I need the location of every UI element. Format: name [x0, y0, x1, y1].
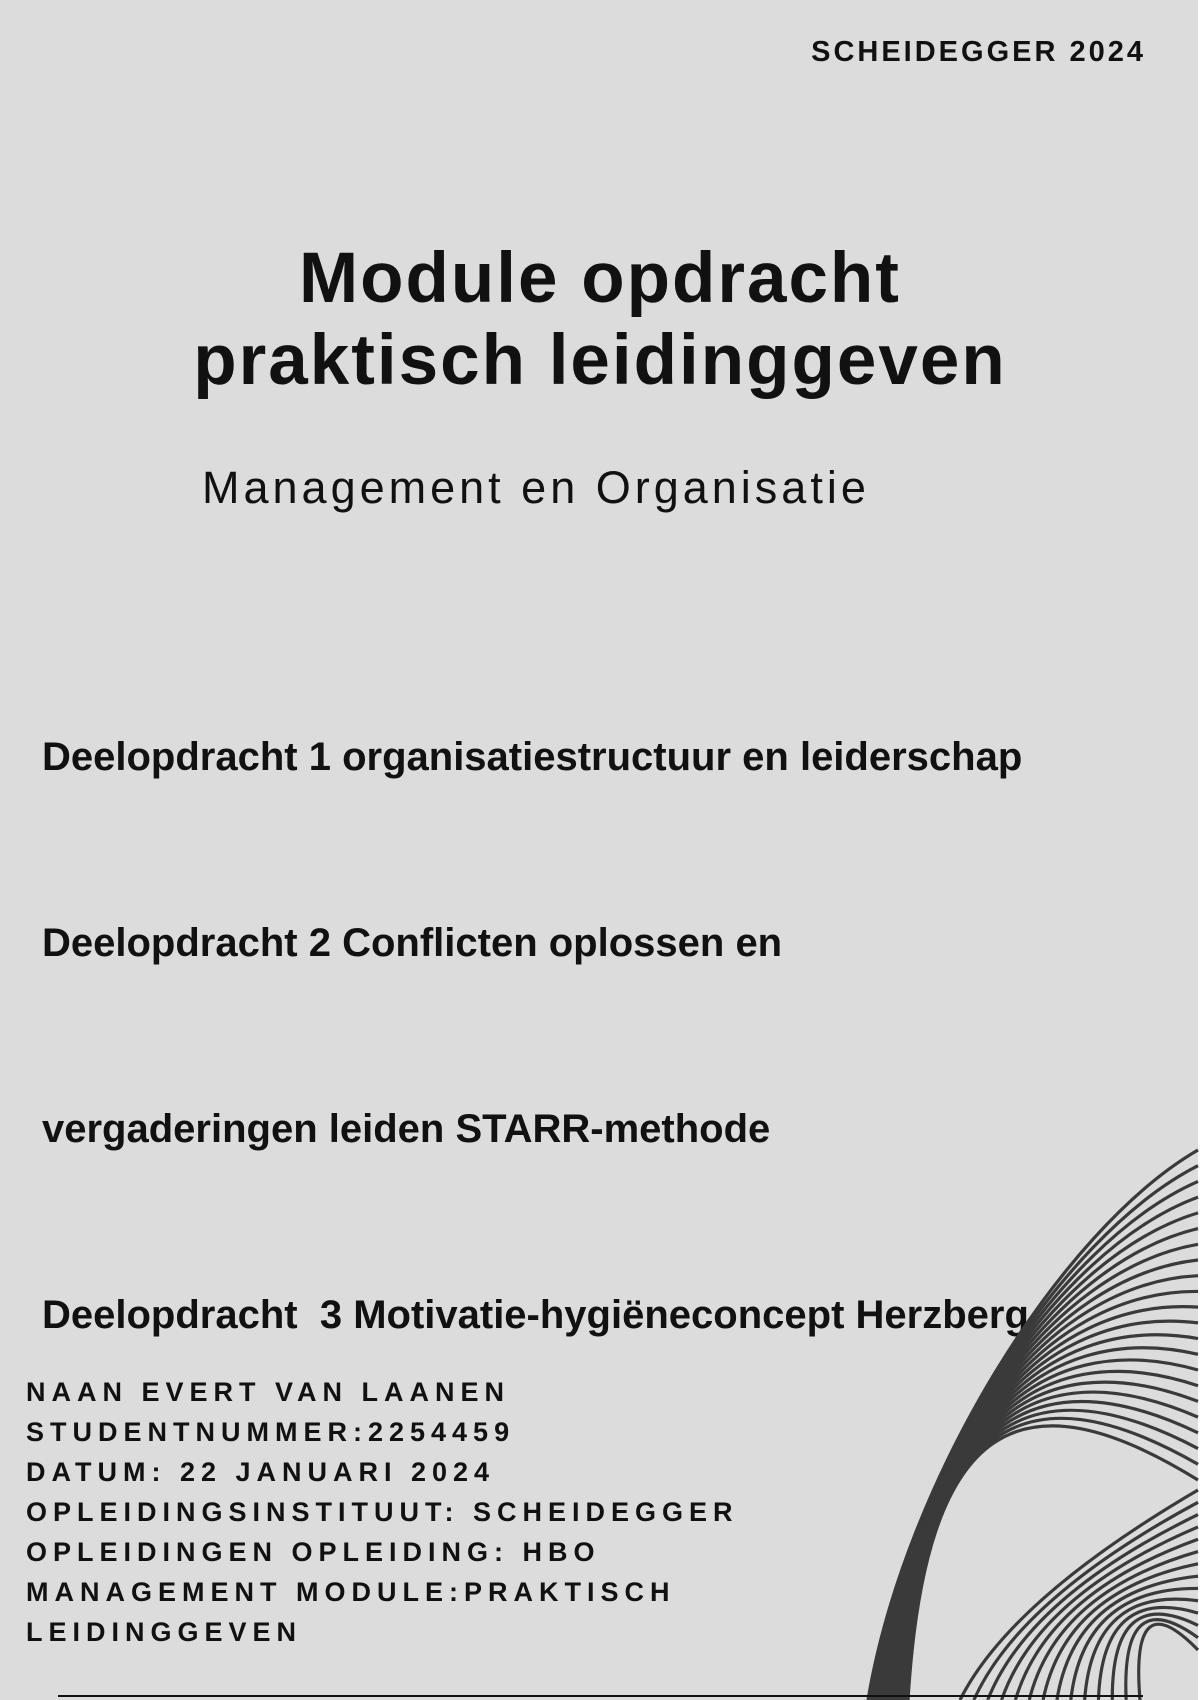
wave-line [1002, 1527, 1198, 1700]
wave-line [1071, 1588, 1198, 1700]
wave-line [1029, 1552, 1198, 1700]
wave-line [1085, 1599, 1198, 1700]
document-title [0, 238, 1200, 402]
assignment-line: Deelopdracht 1 organisatiestructuur en leiderschap [42, 735, 1023, 779]
wave-line [1098, 1607, 1198, 1700]
student-info-line: NAAN EVERT VAN LAANEN [26, 1377, 511, 1407]
wave-line [960, 1490, 1198, 1700]
title-line-2: praktisch leidinggeven [193, 321, 1007, 400]
wave-line [1057, 1576, 1198, 1700]
student-info-line: MANAGEMENT MODULE:PRAKTISCH [26, 1577, 676, 1607]
wave-line [1015, 1539, 1198, 1700]
bottom-divider [58, 1695, 1143, 1697]
student-info-line: DATUM: 22 JANUARI 2024 [26, 1457, 496, 1487]
wave-line [974, 1502, 1198, 1700]
wave-line [1043, 1564, 1198, 1700]
wave-line [1126, 1620, 1198, 1700]
wave-line [1112, 1614, 1198, 1700]
document-subtitle: Management en Organisatie [202, 462, 870, 513]
assignment-line: Deelopdracht 2 Conflicten oplossen en [42, 921, 783, 965]
assignment-list [42, 602, 1172, 1470]
student-info-line: OPLEIDINGSINSTITUUT: SCHEIDEGGER [26, 1497, 739, 1527]
student-info-line: OPLEIDINGEN OPLEIDING: HBO [26, 1537, 601, 1567]
student-info-block [26, 1372, 739, 1652]
wave-line [988, 1515, 1198, 1700]
student-info-line: LEIDINGGEVEN [26, 1617, 303, 1647]
assignment-line: vergaderingen leiden STARR-methode [42, 1107, 771, 1151]
student-info-line: STUDENTNUMMER:2254459 [26, 1417, 516, 1447]
wave-line [1139, 1624, 1198, 1700]
assignment-line: Deelopdracht 3 Motivatie-hygiëneconcept Herzberg [42, 1293, 1029, 1337]
brand-label: SCHEIDEGGER 2024 [811, 36, 1146, 68]
title-line-1: Module opdracht [299, 239, 901, 318]
